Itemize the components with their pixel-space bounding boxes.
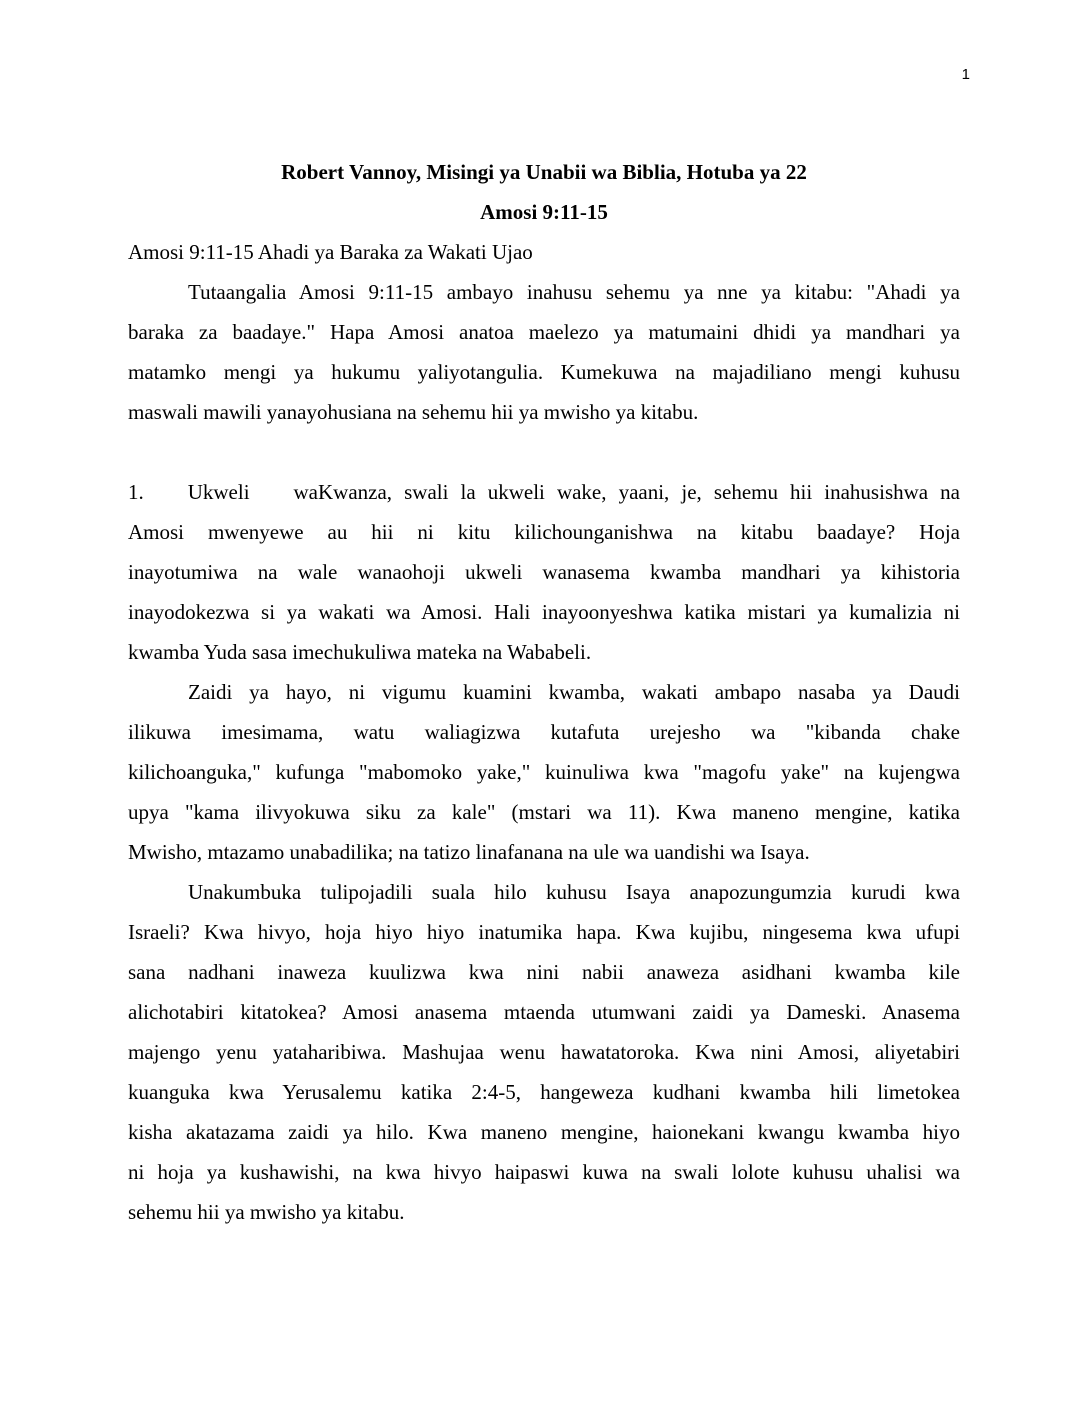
paragraph-line: Zaidi ya hayo, ni vigumu kuamini kwamba, wakati ambapo nasaba ya Daudi (188, 680, 960, 704)
paragraph-isaiah-comparison (128, 872, 960, 1232)
paragraph-line: ni hoja ya kushawishi, na kwa hivyo haipaswi kuwa na swali lolote kuhusu uhalisi wa (128, 1160, 960, 1184)
section-heading: Amosi 9:11-15 Ahadi ya Baraka za Wakati Ujao (128, 240, 533, 264)
paragraph-line: Mwisho, mtazamo unabadilika; na tatizo linafanana na ule wa uandishi wa Isaya. (128, 840, 810, 864)
document-title: Robert Vannoy, Misingi ya Unabii wa Biblia, Hotuba ya 22 (281, 160, 807, 184)
paragraph-line: maswali mawili yanayohusiana na sehemu hii ya mwisho ya kitabu. (128, 400, 699, 424)
paragraph-line: Unakumbuka tulipojadili suala hilo kuhusu Isaya anapozungumzia kurudi kwa (188, 880, 960, 904)
paragraph-line: sehemu hii ya mwisho ya kitabu. (128, 1200, 405, 1224)
paragraph-line: sana nadhani inaweza kuulizwa kwa nini nabii anaweza asidhani kwamba kile (128, 960, 960, 984)
document-body (128, 152, 960, 1232)
numbered-heading: 1. Ukweli wa (128, 480, 318, 504)
paragraph-line: kwamba Yuda sasa imechukuliwa mateka na Wababeli. (128, 640, 592, 664)
paragraph-line: Tutaangalia Amosi 9:11-15 ambayo inahusu sehemu ya nne ya kitabu: "Ahadi ya (188, 280, 960, 304)
paragraph-line: Kwanza, swali la ukweli wake, yaani, je, sehemu hii inahusishwa na (318, 480, 960, 504)
paragraph-line: upya "kama ilivyokuwa siku za kale" (mstari wa 11). Kwa maneno mengine, katika (128, 800, 960, 824)
page-number: 1 (961, 66, 970, 83)
paragraph-line: baraka za baadaye." Hapa Amosi anatoa maelezo ya matumaini dhidi ya mandhari ya (128, 320, 960, 344)
paragraph-line: inayotumiwa na wale wanaohoji ukweli wanasema kwamba mandhari ya kihistoria (128, 560, 960, 584)
paragraph-intro (128, 272, 960, 432)
paragraph-line: Amosi mwenyewe au hii ni kitu kilichounganishwa na kitabu baadaye? Hoja (128, 520, 960, 544)
paragraph-line: alichotabiri kitatokea? Amosi anasema mtaenda utumwani zaidi ya Dameski. Anasema (128, 1000, 960, 1024)
paragraph-line: kuanguka kwa Yerusalemu katika 2:4-5, hangeweza kudhani kwamba hili limetokea (128, 1080, 960, 1104)
paragraph-line: majengo yenu yataharibiwa. Mashujaa wenu hawatatoroka. Kwa nini Amosi, aliyetabiri (128, 1040, 960, 1064)
paragraph-first-line (128, 472, 960, 512)
paragraph-line: kilichoanguka," kufunga "mabomoko yake," kuinuliwa kwa "magofu yake" na kujengwa (128, 760, 960, 784)
paragraph-authenticity (128, 472, 960, 672)
paragraph-line: kisha akatazama zaidi ya hilo. Kwa maneno mengine, haionekani kwangu kwamba hiyo (128, 1120, 960, 1144)
paragraph-line: Israeli? Kwa hivyo, hoja hiyo hiyo inatumika hapa. Kwa kujibu, ningesema kwa ufupi (128, 920, 960, 944)
document-subtitle: Amosi 9:11-15 (480, 200, 608, 224)
paragraph-line: ilikuwa imesimama, watu waliagizwa kutafuta urejesho wa "kibanda chake (128, 720, 960, 744)
paragraph-line: matamko mengi ya hukumu yaliyotangulia. Kumekuwa na majadiliano mengi kuhusu (128, 360, 960, 384)
paragraph-davidic-dynasty (128, 672, 960, 872)
paragraph-line: inayodokezwa si ya wakati wa Amosi. Hali inayoonyeshwa katika mistari ya kumalizia ni (128, 600, 960, 624)
paragraph-spacer (128, 432, 960, 472)
